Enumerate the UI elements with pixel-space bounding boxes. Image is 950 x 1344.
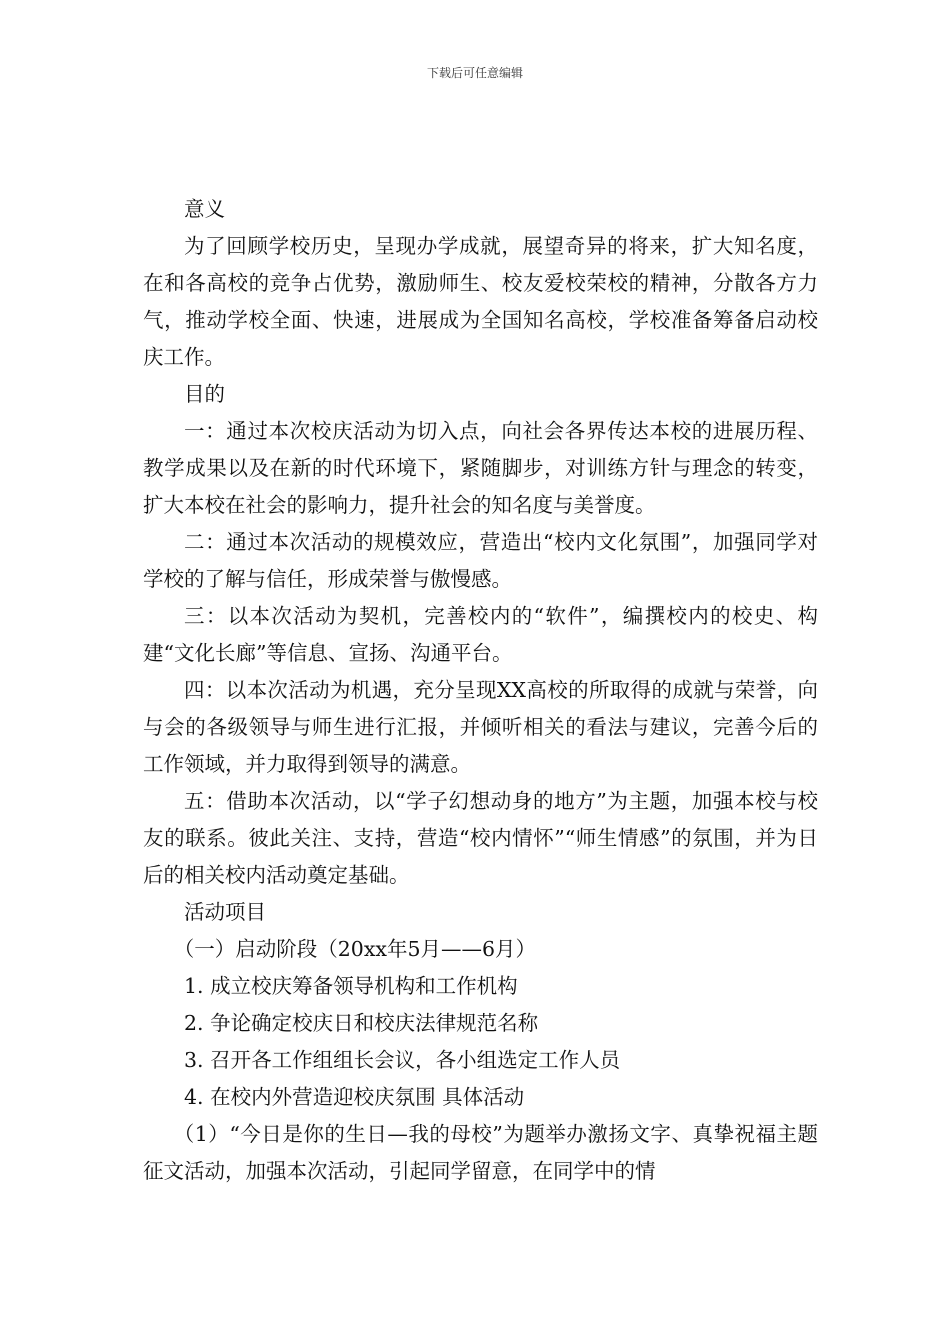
paragraph-meaning: 为了回顾学校历史，呈现办学成就，展望奇异的将来，扩大知名度，在和各高校的竞争占优势，激励师生、校友爱校荣校的精神，分散各方力气，推动学校全面、快速，进展成为全国知名高校，学校准备筹备启动校庆工作。 [143,234,818,369]
paragraph-purpose-4: 四：以本次活动为机遇，充分呈现XX高校的所取得的成就与荣誉，向与会的各级领导与师生进行汇报，并倾听相关的看法与建议，完善今后的工作领域，并力取得到领导的满意。 [143,678,818,776]
page-header-note: 下载后可任意编辑 [426,66,523,80]
paragraph-purpose-1: 一：通过本次校庆活动为切入点，向社会各界传达本校的进展历程、教学成果以及在新的时代环境下，紧随脚步，对训练方针与理念的转变，扩大本校在社会的影响力，提升社会的知名度与美誉度。 [143,419,818,517]
paragraph-purpose-3: 三：以本次活动为契机，完善校内的“软件”，编撰校内的校史、构建“文化长廊”等信息、宣扬、沟通平台。 [143,604,818,665]
list-item-1: 1. 成立校庆筹备领导机构和工作机构 [184,974,518,998]
list-item-3: 3. 召开各工作组组长会议，各小组选定工作人员 [184,1048,621,1072]
section-heading-meaning: 意义 [184,197,225,221]
paragraph-purpose-2: 二：通过本次活动的规模效应，营造出“校内文化氛围”，加强同学对学校的了解与信任，形成荣誉与傲慢感。 [143,530,818,591]
paragraph-purpose-5: 五：借助本次活动，以“学子幻想动身的地方”为主题，加强本校与校友的联系。彼此关注、支持，营造“校内情怀”“师生情感”的氛围，并为日后的相关校内活动奠定基础。 [143,789,818,887]
subheading-stage-1: （一）启动阶段（20xx年5月——6月） [173,937,537,961]
section-heading-activities: 活动项目 [184,900,266,924]
subitem-1: （1）“今日是你的生日—我的母校”为题举办激扬文字、真挚祝福主题征文活动，加强本次活动，引起同学留意，在同学中的情 [143,1122,818,1183]
list-item-4: 4. 在校内外营造迎校庆氛围 具体活动 [184,1085,525,1109]
list-item-2: 2. 争论确定校庆日和校庆法律规范名称 [184,1011,539,1035]
section-heading-purpose: 目的 [184,382,225,406]
document-body [143,191,818,1190]
